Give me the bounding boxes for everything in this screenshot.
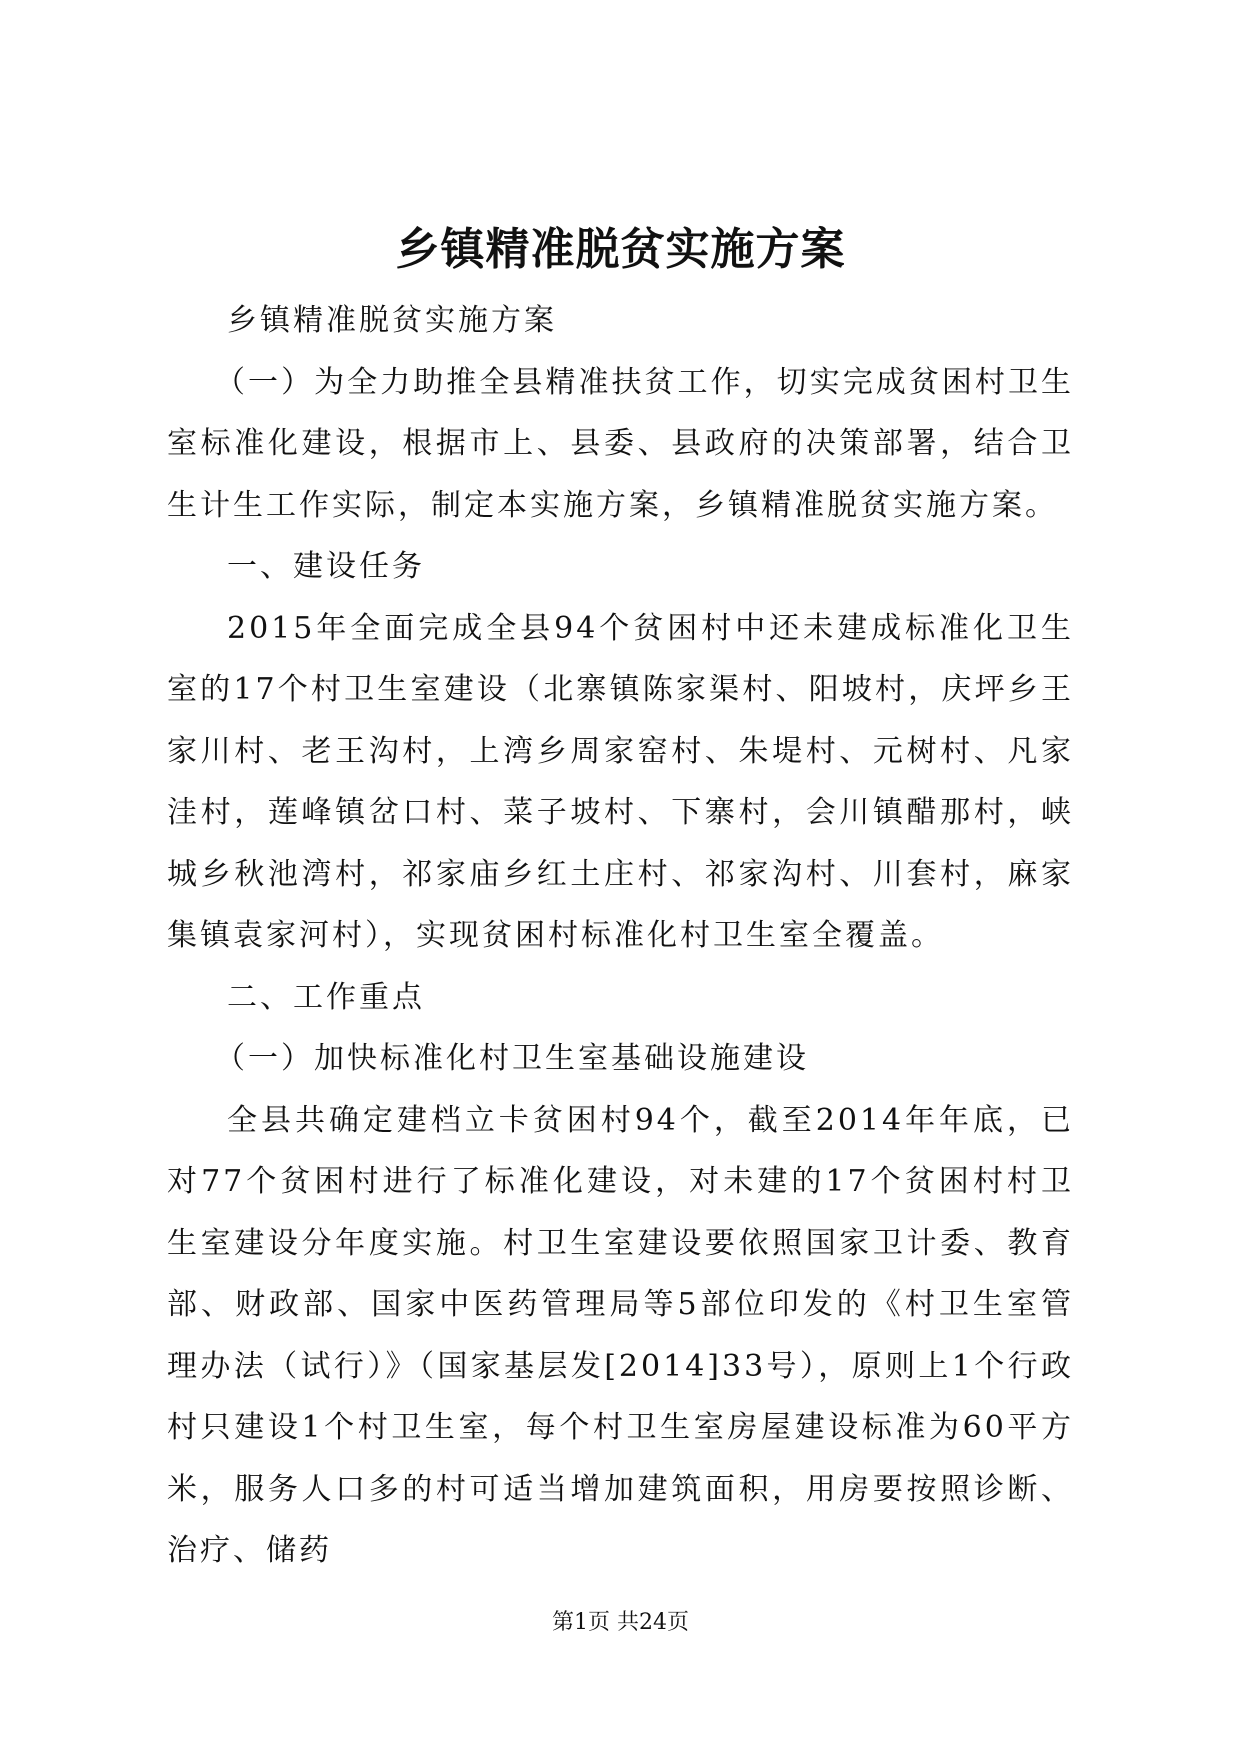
subsection-heading-1: （一）加快标准化村卫生室基础设施建设 (215, 1041, 809, 1076)
subtitle-paragraph: 乡镇精准脱贫实施方案 (227, 303, 557, 338)
infrastructure-paragraph: 全县共确定建档立卡贫困村94个，截至2014年年底，已对77个贫困村进行了标准化建设，对未建的17个贫困村村卫生室建设分年度实施。村卫生室建设要依照国家卫计委、教育部、财政部、国家中医药管理局等5部位印发的《村卫生室管理办法（试行）》（国家基层发[2014]33号），原则上1个行政村只建设1个村卫生室，每个村卫生室房屋建设标准为60平方米，服务人口多的村可适当增加建筑面积，用房要按照诊断、治疗、储药 (167, 1102, 1074, 1568)
section-heading-1: 一、建设任务 (227, 549, 425, 584)
document-body (167, 290, 1074, 1582)
section-heading-2: 二、工作重点 (227, 979, 425, 1015)
intro-paragraph: （一）为全力助推全县精准扶贫工作，切实完成贫困村卫生室标准化建设，根据市上、县委、县政府的决策部署，结合卫生计生工作实际，制定本实施方案，乡镇精准脱贫实施方案。 (167, 364, 1074, 523)
page-footer: 第1页 共24页 (552, 1610, 689, 1635)
document-title: 乡镇精准脱贫实施方案 (395, 224, 846, 275)
task-paragraph: 2015年全面完成全县94个贫困村中还未建成标准化卫生室的17个村卫生室建设（北寨镇陈家渠村、阳坡村，庆坪乡王家川村、老王沟村，上湾乡周家窑村、朱堤村、元树村、凡家洼村，莲峰镇岔口村、菜子坡村、下寨村，会川镇醋那村，峡城乡秋池湾村，祁家庙乡红土庄村、祁家沟村、川套村，麻家集镇袁家河村），实现贫困村标准化村卫生室全覆盖。 (167, 610, 1074, 953)
